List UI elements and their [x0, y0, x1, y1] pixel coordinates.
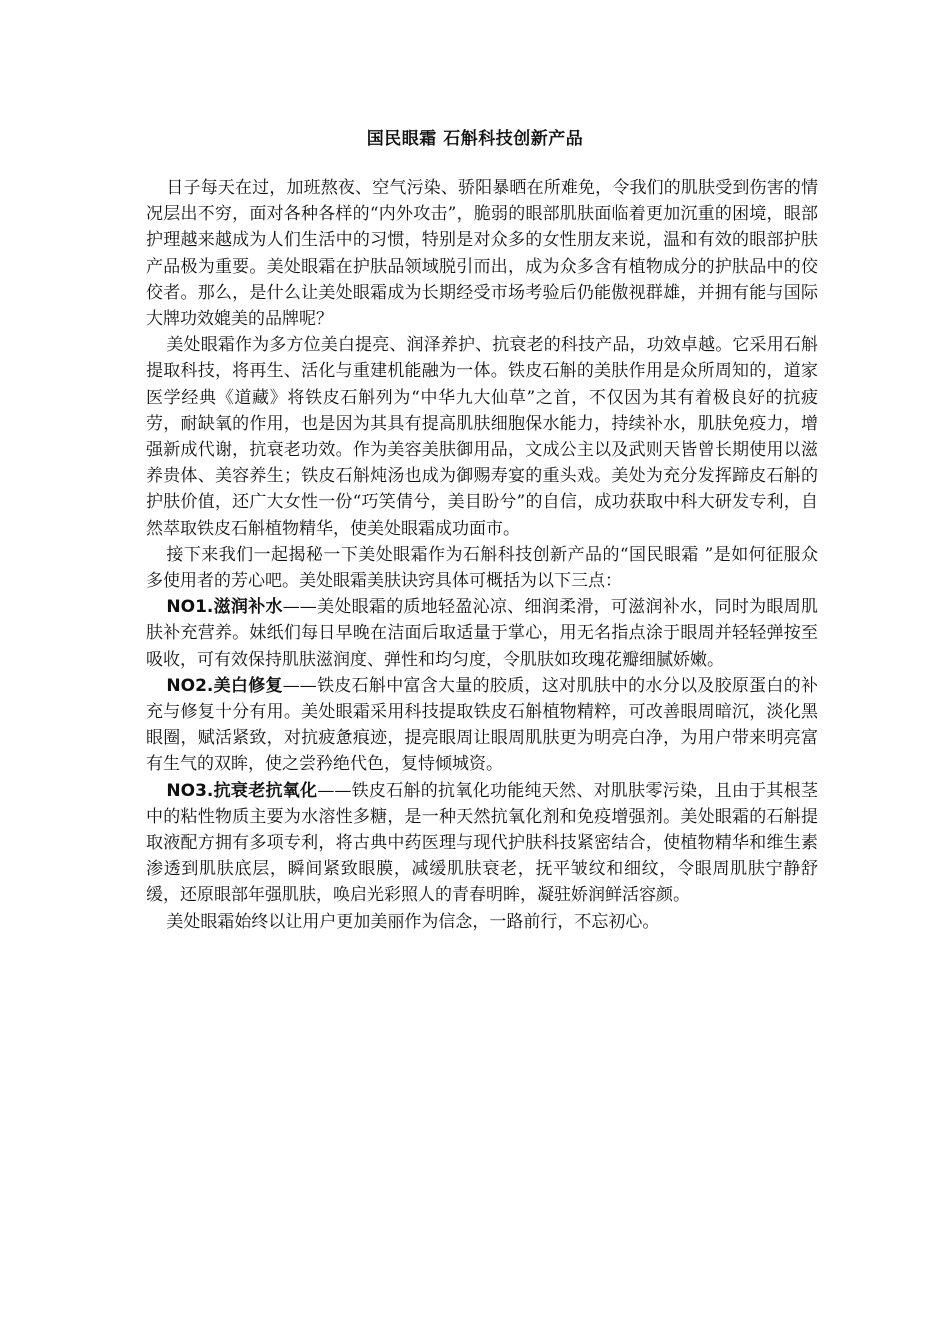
point-2-text: ——铁皮石斛中富含大量的胶质，这对肌肤中的水分以及胶原蛋白的补充与修复十分有用。美处眼霜采用科技提取铁皮石斛植物精粹，可改善眼周暗沉，淡化黑眼圈，赋活紧致，对抗疲惫痕迹，提亮眼周让眼周肌肤更为明亮白净，为用户带来明亮富有生气的双眸，使之尝矜绝代色，复恃倾城资。 [146, 675, 819, 775]
point-3-heading: NO3.抗衰老抗氧化 [166, 780, 318, 801]
point-1 [146, 594, 818, 673]
point-3-text: ——铁皮石斛的抗氧化功能纯天然、对肌肤零污染，且由于其根茎中的粘性物质主要为水溶性多糖，是一种天然抗氧化剂和免疫增强剂。美处眼霜的石斛提取液配方拥有多项专利，将古典中药医理与现代护肤科技紧密结合，使植物精华和维生素渗透到肌肤底层，瞬间紧致眼膜，减缓肌肤衰老，抚平皱纹和细纹，令眼周肌肤宁静舒缓，还原眼部年强肌肤，唤启光彩照人的青春明眸，凝驻娇润鲜活容颜。 [146, 780, 818, 906]
point-1-text: ——美处眼霜的质地轻盈沁凉、细润柔滑，可滋润补水，同时为眼周肌肤补充营养。妹纸们每日早晚在洁面后取适量于掌心，用无名指点涂于眼周并轻轻弹按至吸收，可有效保持肌肤滋润度、弹性和均匀度，令肌肤如玫瑰花瓣细腻娇嫩。 [146, 597, 819, 670]
document-body [146, 175, 818, 935]
paragraph-technology: 美处眼霜作为多方位美白提亮、润泽养护、抗衰老的科技产品，功效卓越。它采用石斛提取科技，将再生、活化与重建机能融为一体。铁皮石斛的美肤作用是众所周知的，道家医学经典《道藏》将铁皮石斛列为“中华九大仙草”之首，不仅因为其有着极良好的抗疲劳，耐缺氧的作用，也是因为其具有提高肌肤细胞保水能力，持续补水，肌肤免疫力，增强新成代谢，抗衰老功效。作为美容美肤御用品，文成公主以及武则天皆曾长期使用以滋养贵体、美容养生；铁皮石斛炖汤也成为御赐寿宴的重头戏。美处为充分发挥蹄皮石斛的护肤价值，还广大女性一份“巧笑倩兮，美目盼兮”的自信，成功获取中科大研发专利，自然萃取铁皮石斛植物精华，使美处眼霜成功面市。 [146, 335, 818, 539]
paragraph-transition: 接下来我们一起揭秘一下美处眼霜作为石斛科技创新产品的“国民眼霜 ”是如何征服众多使用者的芳心吧。美处眼霜美肤诀窍具体可概括为以下三点： [146, 544, 818, 592]
point-1-heading: NO1.滋润补水 [166, 597, 283, 618]
point-3 [146, 778, 818, 909]
paragraph-intro: 日子每天在过，加班熬夜、空气污染、骄阳暴晒在所难免，令我们的肌肤受到伤害的情况层出不穷，面对各种各样的“内外攻击”，脆弱的眼部肌肤面临着更加沉重的困境，眼部护理越来越成为人们生活中的习惯，特别是对众多的女性朋友来说，温和有效的眼部护肤产品极为重要。美处眼霜在护肤品领域脱引而出，成为众多含有植物成分的护肤品中的佼佼者。那么，是什么让美处眼霜成为长期经受市场考验后仍能傲视群雄，并拥有能与国际大牌功效媲美的品牌呢？ [146, 178, 818, 330]
document-title: 国民眼霜 石斛科技创新产品 [366, 129, 584, 149]
point-2 [146, 673, 818, 778]
point-2-heading: NO2.美白修复 [166, 675, 283, 696]
paragraph-closing: 美处眼霜始终以让用户更加美丽作为信念，一路前行，不忘初心。 [166, 911, 660, 932]
